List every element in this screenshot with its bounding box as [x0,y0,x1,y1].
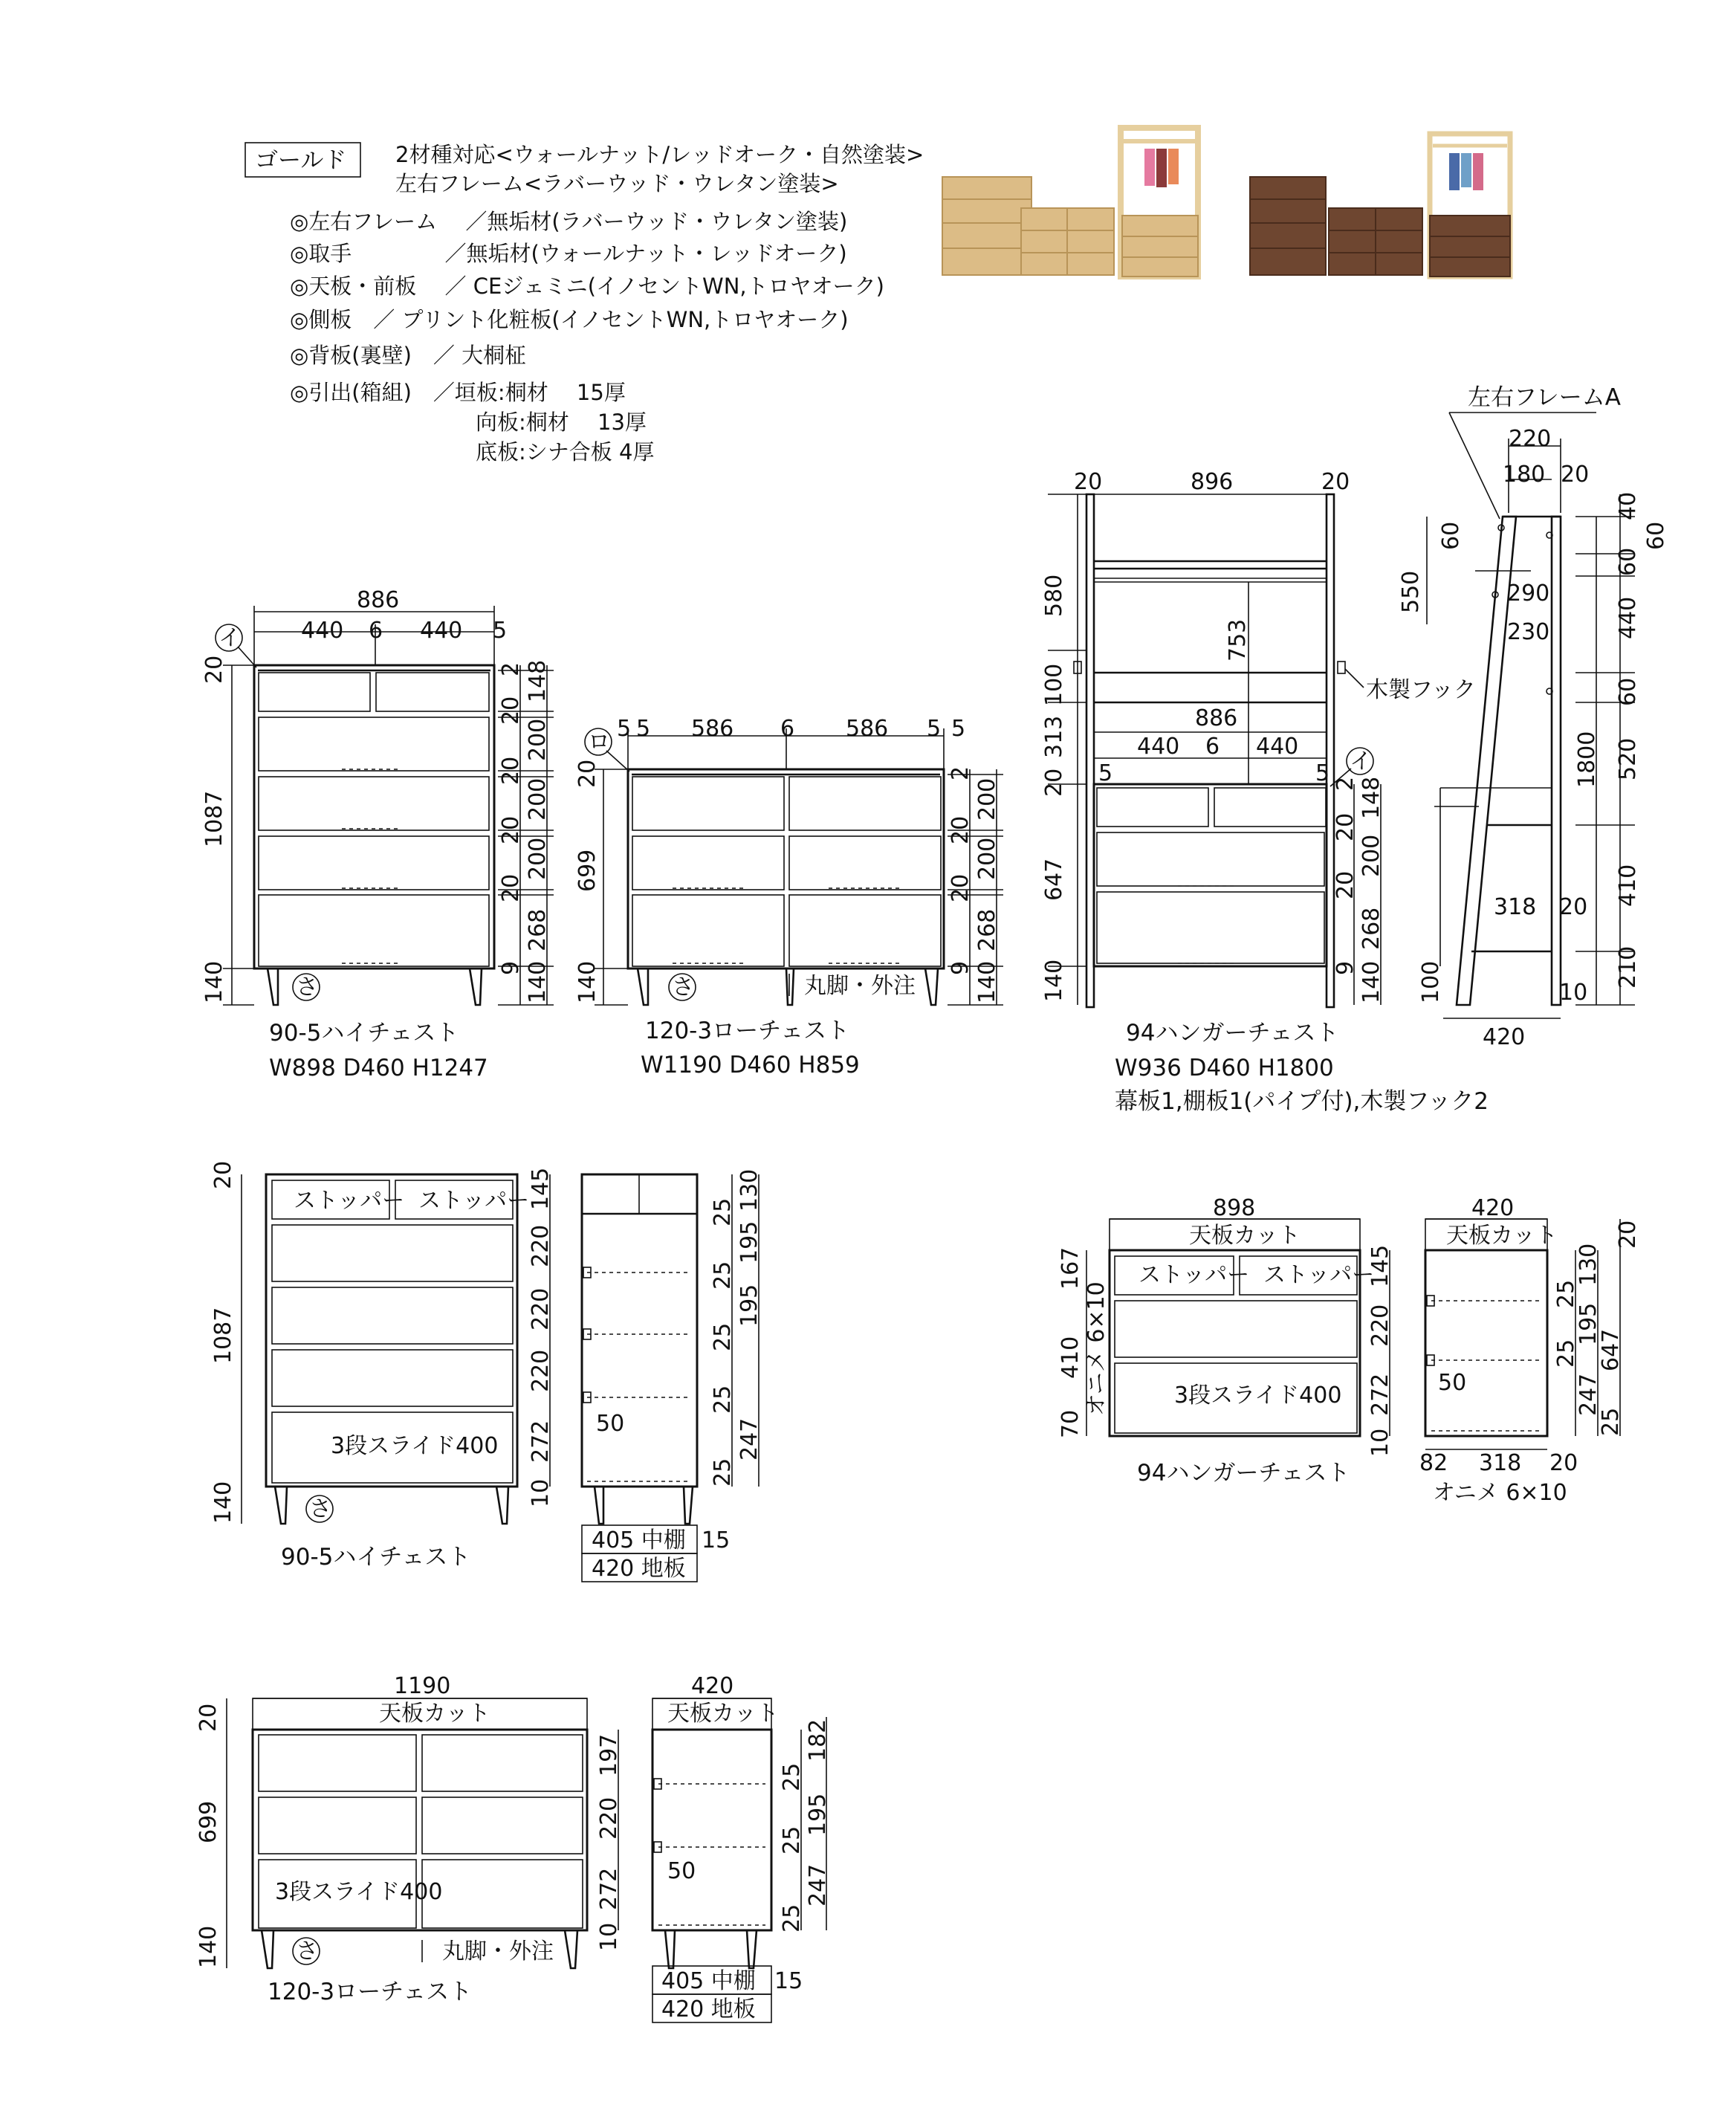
dim-side: 195 [805,1793,831,1836]
dim-frame-60: 60 [1438,521,1464,550]
dim-right: 220 [596,1797,622,1840]
dim-side: 247 [805,1863,831,1907]
low-section-name: 120-3ローチェスト [268,1979,473,2005]
mark-sa: さ [672,974,694,1000]
dim-right: 200 [974,837,1000,880]
dim-50: 50 [667,1858,696,1884]
dim-left: 100 [1041,663,1067,706]
dim-right-drawer: 440 [420,618,463,644]
dim-frame-100: 100 [1418,960,1444,1003]
dim-top-thick: 20 [201,655,227,684]
dim-right: 10 [1367,1428,1393,1457]
dim-side: 20 [1074,469,1103,495]
dim-right-drawer: 586 [846,716,889,742]
dim-frame-right: 440 [1615,596,1641,639]
dim-right: 9 [948,960,974,975]
dim-left: 313 [1041,715,1067,758]
low-chest-front-view [574,716,1003,1079]
dim-side: 247 [1575,1373,1601,1416]
dim-frame-width: 220 [1509,426,1552,452]
dim-410: 410 [1058,1336,1084,1379]
dim-20: 20 [1615,1220,1641,1249]
dim-right: 220 [528,1349,554,1392]
frame-a-side-view [1398,384,1669,1050]
dim-top: 20 [210,1160,236,1189]
dim-side: 25 [710,1197,736,1226]
low-chest-section [195,1673,831,2022]
spec-item: ◎左右フレーム ／無垢材(ラバーウッド・ウレタン塗装) [290,209,848,234]
top-cut-label: 天板カット [1446,1223,1558,1249]
dim-50: 50 [1438,1370,1467,1396]
dim-left: 20 [1041,768,1067,797]
stopper-label: ストッパー [294,1188,405,1214]
dim-leg-height: 140 [201,960,227,1003]
dim-70: 70 [1058,1409,1084,1438]
ground-board-label: 420 地板 [592,1556,686,1582]
dim-side: 5 [617,716,632,742]
spec-item: 向板:桐材 13厚 [476,410,647,435]
mark-sa: さ [296,974,318,1000]
dim-side: 25 [1598,1407,1624,1436]
dim-right: 148 [525,659,551,702]
dim-right: 140 [974,960,1000,1003]
photo-walnut-set [1250,134,1510,277]
dim-height: 1087 [210,1307,236,1364]
high-chest-front-view [201,587,554,1081]
dim-right: 272 [528,1420,554,1463]
round-leg-label: 丸脚・外注 [804,973,916,999]
slide-label: 3段スライド400 [331,1433,499,1459]
mark-ro: ロ [588,729,610,755]
spec-item: ◎取手 ／無垢材(ウォールナット・レッドオーク) [290,241,847,266]
dim-frame-right: 60 [1615,547,1641,576]
dim-right: 200 [525,777,551,821]
dim-body-height: 699 [574,849,600,892]
dim-frame-180: 180 [1503,462,1546,488]
dim-height: 699 [195,1800,221,1843]
photo-oak-set [942,128,1198,277]
dim-20b: 20 [1549,1450,1578,1476]
dim-right: 272 [1367,1373,1393,1416]
dim-side: 25 [1553,1279,1579,1308]
dim-left-drawer: 440 [301,618,344,644]
dim-right: 9 [1332,960,1358,975]
dim-depth: 420 [691,1673,734,1699]
low-chest-name: 120-3ローチェスト [645,1018,850,1044]
dim-frame-550: 550 [1398,570,1424,613]
low-chest-size: W1190 D460 H859 [641,1052,860,1079]
dim-right: 20 [498,873,524,902]
dim-right: 220 [528,1287,554,1330]
dim-647: 647 [1598,1328,1624,1371]
dim-width: 898 [1213,1195,1256,1221]
mark-i: イ [1350,748,1372,774]
dim-frame-depth: 420 [1483,1024,1526,1050]
high-chest-section [210,1161,762,1582]
dim-right: 20 [1332,870,1358,899]
dim-gap: 6 [369,618,383,644]
dim-side: 25 [710,1458,736,1487]
top-cut-label: 天板カット [1189,1223,1301,1249]
dim-left: 580 [1041,574,1067,617]
dim-right: 10 [528,1478,554,1507]
dim-right: 20 [498,756,524,785]
mark-sa: さ [309,1496,331,1522]
dim-side: 25 [710,1385,736,1414]
dim-50: 50 [596,1411,625,1437]
spec-item: ◎天板・前板 ／ CEジェミニ(イノセントWN,トロヤオーク) [290,274,884,299]
dim-depth: 420 [1471,1195,1515,1221]
dim-right: 272 [596,1867,622,1910]
dim-gap: 6 [1205,734,1220,760]
dim-frame-10: 10 [1559,980,1588,1006]
dim-gap: 6 [780,716,795,742]
dim-side: 5 [636,716,651,742]
dim-top: 20 [195,1703,221,1732]
badge-label: ゴールド [255,147,347,174]
round-leg-label: 丸脚・外注 [442,1938,554,1964]
spec-item: 底板:シナ合板 4厚 [476,439,655,465]
dim-right: 148 [1358,776,1384,819]
dim-15: 15 [702,1527,731,1553]
dim-frame-right: 520 [1615,737,1641,780]
dim-frame-290: 290 [1507,581,1550,607]
dim-right: 20 [498,815,524,844]
mid-shelf-label: 405 中棚 [592,1527,686,1553]
dim-right: 200 [525,837,551,880]
dim-right: 197 [596,1733,622,1776]
dim-753: 753 [1225,618,1251,662]
dim-side: 25 [779,1762,805,1791]
spec-block [245,142,924,465]
dim-167: 167 [1058,1246,1084,1290]
dim-side: 25 [1553,1339,1579,1368]
hanger-chest-note: 幕板1,棚板1(パイプ付),木製フック2 [1115,1088,1489,1115]
hanger-chest-front-view [1041,469,1489,1115]
dim-side: 5 [927,716,942,742]
dim-frame-20: 20 [1561,462,1590,488]
dim-right-drawer: 440 [1256,734,1299,760]
wooden-hook-label: 木製フック [1366,677,1476,703]
dim-right: 268 [974,908,1000,951]
spec-item: ◎側板 ／ プリント化粧板(イノセントWN,トロヤオーク) [290,307,849,332]
dim-right: 200 [525,718,551,761]
dim-side: 182 [805,1718,831,1762]
dim-frame-right: 40 [1615,491,1641,520]
hanger-section-name: 94ハンガーチェスト [1137,1460,1350,1487]
stopper-label: ストッパー [1263,1262,1375,1288]
slide-label: 3段スライド400 [1174,1383,1342,1409]
mark-i: イ [218,625,241,651]
dim-15: 15 [774,1968,803,1994]
dim-right: 2 [498,662,524,676]
dim-side: 25 [779,1904,805,1933]
hanger-chest-name: 94ハンガーチェスト [1126,1020,1339,1047]
high-chest-section-name: 90-5ハイチェスト [281,1544,471,1571]
dim-left-drawer: 440 [1137,734,1180,760]
dim-right: 20 [948,873,974,902]
dim-side: 25 [710,1261,736,1290]
screw-note: オニメ 6×10 [1084,1281,1110,1416]
dim-body-height: 1087 [201,790,227,847]
mark-sa: さ [296,1938,318,1964]
high-chest-name: 90-5ハイチェスト [269,1020,459,1047]
dim-side: 247 [736,1417,762,1461]
dim-right: 145 [1367,1244,1393,1287]
material-line-2: 左右フレーム<ラバーウッド・ウレタン塗装> [395,171,839,196]
dim-frame-20b: 20 [1559,894,1588,920]
dim-frame-230: 230 [1507,619,1550,645]
dim-width: 886 [357,587,400,613]
dim-right: 20 [1332,812,1358,841]
dim-right: 200 [974,777,1000,821]
dim-side: 5 [493,618,508,644]
dim-left: 140 [1041,959,1067,1002]
stopper-label: ストッパー [1139,1262,1250,1288]
dim-leg: 140 [210,1481,236,1524]
dim-right: 140 [1358,960,1384,1003]
dim-frame-height: 1800 [1574,731,1600,788]
dim-right: 10 [596,1922,622,1951]
dim-width-chest: 886 [1195,705,1238,731]
dim-leg: 140 [195,1925,221,1968]
dim-right: 9 [498,960,524,975]
dim-right: 2 [1332,776,1358,791]
dim-top-thick: 20 [574,759,600,788]
top-cut-label: 天板カット [667,1701,779,1727]
high-chest-size: W898 D460 H1247 [269,1055,488,1081]
dim-frame-right: 210 [1615,945,1641,989]
dim-right: 200 [1358,834,1384,877]
dim-right: 20 [498,696,524,725]
dim-right: 268 [1358,907,1384,950]
dim-side: 130 [1575,1243,1601,1286]
dim-side: 25 [779,1825,805,1854]
dim-318: 318 [1479,1450,1522,1476]
dim-side: 195 [736,1284,762,1327]
spec-item: ◎引出(箱組) ／垣板:桐材 15厚 [290,380,626,405]
slide-label: 3段スライド400 [275,1879,443,1905]
dim-right: 220 [528,1224,554,1267]
screw-note: オニメ 6×10 [1433,1480,1567,1506]
dim-right: 2 [948,766,974,780]
dim-side: 5 [1315,760,1330,786]
dim-side: 25 [710,1322,736,1351]
dim-right: 145 [528,1167,554,1210]
dim-side: 195 [736,1220,762,1264]
dim-right: 140 [525,960,551,1003]
dim-82: 82 [1419,1450,1448,1476]
dim-frame-318: 318 [1494,894,1537,920]
dim-leg-height: 140 [574,960,600,1003]
mid-shelf-label: 405 中棚 [661,1968,756,1994]
dim-side: 5 [951,716,966,742]
dim-right: 20 [948,815,974,844]
spec-item: ◎背板(裏壁) ／ 大桐柾 [290,343,527,368]
dim-width-inner: 896 [1191,469,1234,495]
hanger-chest-size: W936 D460 H1800 [1115,1055,1334,1081]
dim-side: 5 [1098,760,1113,786]
dim-right: 220 [1367,1304,1393,1347]
ground-board-label: 420 地板 [661,1996,756,2022]
material-line-1: 2材種対応<ウォールナット/レッドオーク・自然塗装> [395,142,924,167]
dim-side: 20 [1321,469,1350,495]
hanger-chest-section [1058,1195,1641,1506]
dim-right: 268 [525,908,551,951]
dim-left-drawer: 586 [691,716,734,742]
dim-frame-far: 60 [1643,521,1669,550]
dim-side: 195 [1575,1302,1601,1345]
dim-side: 130 [736,1168,762,1212]
frame-a-label: 左右フレームA [1468,384,1621,411]
dim-frame-right: 60 [1615,677,1641,706]
dim-width: 1190 [394,1673,451,1699]
dim-left: 647 [1041,858,1067,901]
top-cut-label: 天板カット [379,1701,490,1727]
dim-frame-right: 410 [1615,864,1641,907]
stopper-label: ストッパー [418,1188,530,1214]
